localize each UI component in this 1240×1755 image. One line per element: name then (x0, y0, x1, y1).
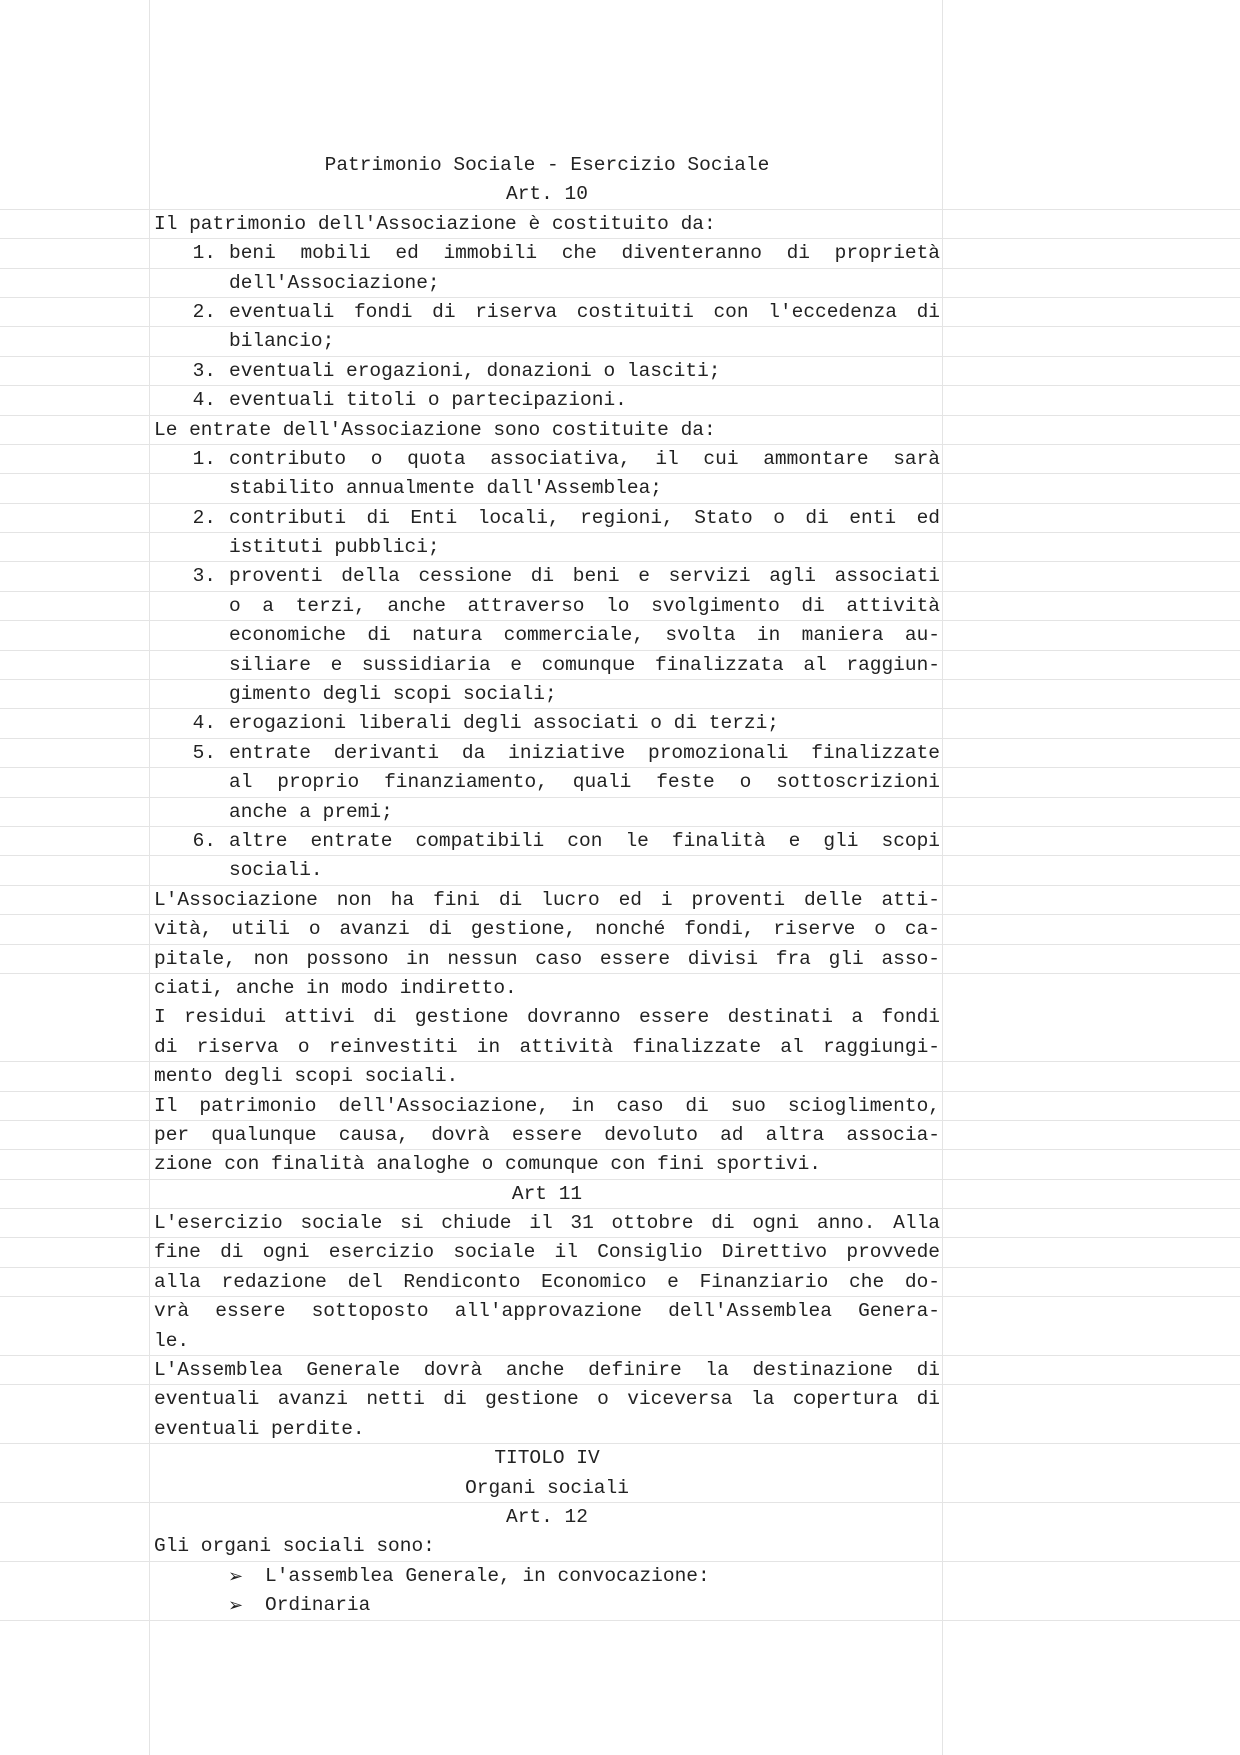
paragraph-line: vità, utili o avanzi di gestione, nonché fondi, riserve o ca- (154, 918, 940, 941)
section-heading-row (0, 151, 1240, 180)
list-item-line: economiche di natura commerciale, svolta in maniera au- (229, 624, 940, 647)
text-line (0, 1238, 1240, 1267)
text-line (0, 1268, 1240, 1297)
paragraph-line: pitale, non possono in nessun caso essere divisi fra gli asso- (154, 947, 940, 970)
paragraph-line: mento degli scopi sociali. (154, 1065, 459, 1088)
list-number: 3. (192, 565, 216, 588)
list-item (0, 592, 1240, 621)
list-item-line: eventuali erogazioni, donazioni o lasciti; (229, 359, 721, 382)
list-item (0, 474, 1240, 503)
document-body (0, 151, 1240, 1621)
arrowhead-bullet-icon: ➢ (228, 1565, 244, 1587)
list-item (0, 856, 1240, 885)
list-item-line: anche a premi; (229, 800, 393, 823)
text-line (0, 1209, 1240, 1238)
arrowhead-bullet-icon: ➢ (228, 1595, 244, 1617)
list-item (0, 651, 1240, 680)
list-item (0, 386, 1240, 415)
text-line (0, 1385, 1240, 1414)
text-line (0, 945, 1240, 974)
text-line (0, 1415, 1240, 1444)
titolo-heading: TITOLO IV (494, 1447, 600, 1470)
list-item (0, 239, 1240, 268)
list-item-line: sociali. (229, 859, 323, 882)
text-line (0, 886, 1240, 915)
paragraph-line: L'Associazione non ha fini di lucro ed i proventi delle atti- (154, 888, 940, 911)
bullet-item-text: L'assemblea Generale, in convocazione: (265, 1564, 710, 1587)
text-line (0, 1327, 1240, 1356)
text-line (0, 1003, 1240, 1032)
list-number: 4. (192, 712, 216, 735)
list-number: 1. (192, 242, 216, 265)
paragraph-line: I residui attivi di gestione dovranno essere destinati a fondi (154, 1006, 940, 1029)
list-item (0, 621, 1240, 650)
list-number: 1. (192, 447, 216, 470)
section-heading: Patrimonio Sociale - Esercizio Sociale (324, 154, 770, 176)
list-number: 2. (192, 300, 216, 323)
list-item (0, 298, 1240, 327)
list-item-line: beni mobili ed immobili che diventeranno di proprietà (229, 242, 940, 265)
text-line (0, 416, 1240, 445)
paragraph-line: fine di ogni esercizio sociale il Consiglio Direttivo provvede (154, 1241, 940, 1264)
text-line (0, 1297, 1240, 1326)
paragraph-line: Gli organi sociali sono: (154, 1535, 435, 1558)
list-item-line: contributo o quota associativa, il cui ammontare sarà (229, 447, 940, 470)
list-item-line: eventuali titoli o partecipazioni. (229, 389, 627, 412)
list-item-line: dell'Associazione; (229, 271, 440, 294)
article-12-heading: Art. 12 (506, 1505, 588, 1528)
article-11-heading: Art 11 (511, 1182, 583, 1205)
list-item (0, 533, 1240, 562)
list-item (0, 445, 1240, 474)
list-item-line: proventi della cessione di beni e servizi agli associati (229, 565, 940, 588)
list-item-line: gimento degli scopi sociali; (229, 683, 557, 706)
text-line (0, 1150, 1240, 1179)
bullet-item (0, 1562, 1240, 1591)
text-line (0, 210, 1240, 239)
title-heading-row (0, 1444, 1240, 1473)
title-heading-row (0, 1474, 1240, 1503)
list-item-line: contributi di Enti locali, regioni, Stato o di enti ed (229, 506, 940, 529)
paragraph-line: alla redazione del Rendiconto Economico e Finanziario che do- (154, 1270, 940, 1293)
list-item (0, 739, 1240, 768)
article-10-heading: Art. 10 (506, 183, 588, 206)
paragraph-line: L'Assemblea Generale dovrà anche definire la destinazione di (154, 1359, 940, 1382)
list-item (0, 504, 1240, 533)
bullet-item (0, 1591, 1240, 1620)
text-line (0, 974, 1240, 1003)
list-item (0, 798, 1240, 827)
text-line (0, 1062, 1240, 1091)
organi-heading: Organi sociali (465, 1476, 629, 1499)
list-number: 3. (192, 359, 216, 382)
text-line (0, 1532, 1240, 1561)
list-item-line: istituti pubblici; (229, 536, 440, 559)
list-item (0, 680, 1240, 709)
list-item (0, 327, 1240, 356)
paragraph-line: ciati, anche in modo indiretto. (154, 976, 517, 999)
text-line (0, 1092, 1240, 1121)
list-item (0, 709, 1240, 738)
paragraph-line: L'esercizio sociale si chiude il 31 ottobre di ogni anno. Alla (154, 1212, 940, 1235)
text-line (0, 1121, 1240, 1150)
list-item-line: erogazioni liberali degli associati o di terzi; (229, 712, 779, 735)
article-heading-row (0, 1180, 1240, 1209)
list-number: 6. (192, 829, 216, 852)
list-item-line: entrate derivanti da iniziative promozionali finalizzate (229, 741, 940, 764)
list-item (0, 768, 1240, 797)
list-item-line: eventuali fondi di riserva costituiti con l'eccedenza di (229, 300, 940, 323)
list-item (0, 562, 1240, 591)
bullet-item-text: Ordinaria (265, 1594, 371, 1617)
list-item-line: stabilito annualmente dall'Assemblea; (229, 477, 662, 500)
list-number: 4. (192, 389, 216, 412)
paragraph-line: di riserva o reinvestiti in attività finalizzate al raggiungi- (154, 1035, 940, 1058)
text-line (0, 1033, 1240, 1062)
list-item-line: altre entrate compatibili con le finalità e gli scopi (229, 829, 940, 852)
list-item-line: al proprio finanziamento, quali feste o sottoscrizioni (229, 771, 940, 794)
list-item-line: bilancio; (229, 330, 335, 353)
text-line (0, 1356, 1240, 1385)
paragraph-line: per qualunque causa, dovrà essere devoluto ad altra associa- (154, 1123, 940, 1146)
list-item-line: o a terzi, anche attraverso lo svolgimento di attività (229, 594, 940, 617)
list-item (0, 357, 1240, 386)
list-item (0, 269, 1240, 298)
list-number: 2. (192, 506, 216, 529)
paragraph-line: eventuali perdite. (154, 1417, 365, 1440)
paragraph-line: le. (154, 1329, 190, 1352)
text-line (0, 915, 1240, 944)
paragraph-line: Il patrimonio dell'Associazione, in caso di suo scioglimento, (154, 1094, 940, 1117)
paragraph-line: zione con finalità analoghe o comunque con fini sportivi. (154, 1153, 822, 1176)
paragraph-line: eventuali avanzi netti di gestione o viceversa la copertura di (154, 1388, 940, 1411)
paragraph-line: Il patrimonio dell'Associazione è costituito da: (154, 212, 716, 235)
paragraph-line: Le entrate dell'Associazione sono costituite da: (154, 418, 716, 441)
article-heading-row (0, 1503, 1240, 1532)
article-heading-row (0, 180, 1240, 209)
paragraph-line: vrà essere sottoposto all'approvazione dell'Assemblea Genera- (154, 1300, 940, 1323)
list-item-line: siliare e sussidiaria e comunque finalizzata al raggiun- (229, 653, 940, 676)
list-item (0, 827, 1240, 856)
list-number: 5. (192, 741, 216, 764)
